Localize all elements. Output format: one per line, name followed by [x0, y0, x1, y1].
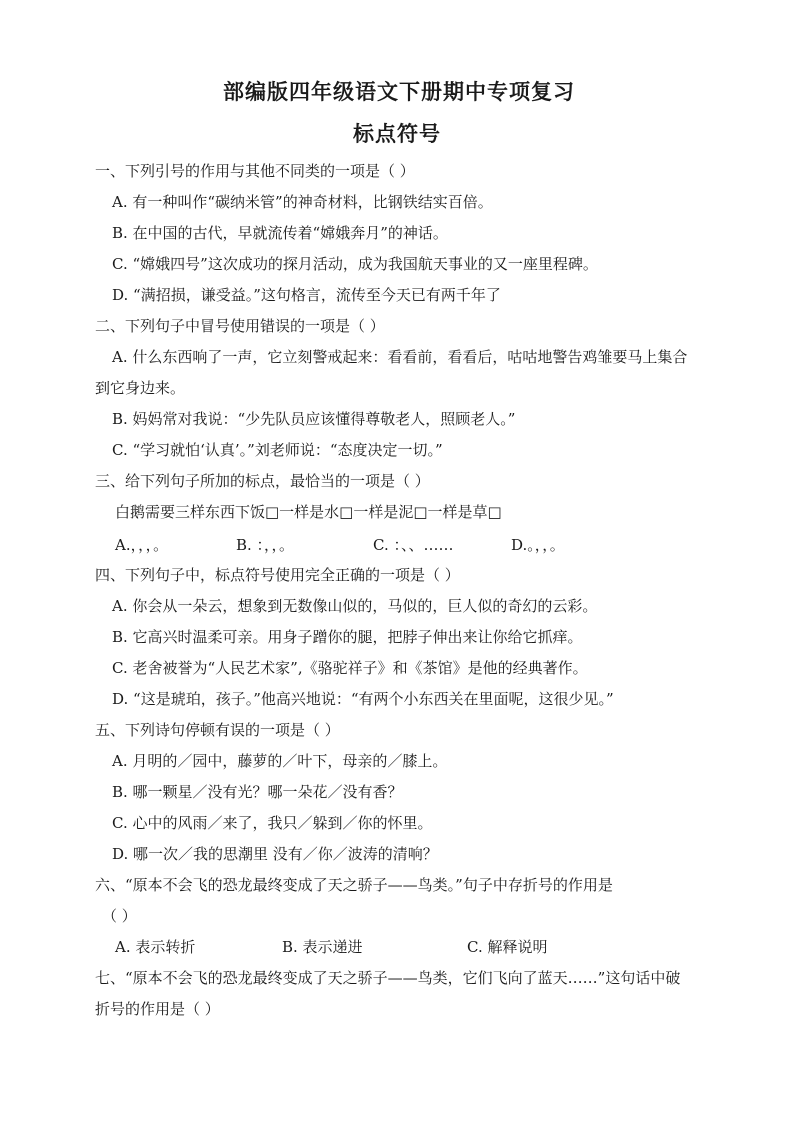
- question-4-option-a: A. 你会从一朵云，想象到无数像山似的，马似的，巨人似的奇幻的云彩。: [112, 597, 598, 615]
- question-5-option-c: C. 心中的风雨／来了，我只／躲到／你的怀里。: [112, 814, 433, 832]
- question-7-stem: 七、“原本不会飞的恐龙最终变成了天之骄子——鸟类，它们飞向了蓝天……”这句话中破折号的作用是（ ）: [95, 969, 681, 1018]
- question-6-option-c: C. 解释说明: [467, 938, 548, 956]
- question-6-stem: 六、“原本不会飞的恐龙最终变成了天之骄子——鸟类。”句子中存折号的作用是: [95, 876, 613, 894]
- question-4-option-d: D. “这是琥珀，孩子。”他高兴地说：“有两个小东西关在里面呢，这很少见。”: [112, 690, 614, 708]
- question-3-option-a: A.，，，。: [115, 536, 169, 554]
- question-3-option-d: D.。，，。: [511, 536, 565, 554]
- question-5-stem: 五、下列诗句停顿有误的一项是（ ）: [95, 721, 340, 739]
- question-6-option-b: B. 表示递进: [282, 938, 363, 956]
- question-2-option-c: C. “学习就怕‘认真’。”刘老师说：“态度决定一切。”: [112, 441, 443, 459]
- question-1-option-c: C. “嫦娥四号”这次成功的探月活动，成为我国航天事业的又一座里程碑。: [112, 255, 598, 273]
- question-3-sentence: 白鹅需要三样东西下饭□一样是水□一样是泥□一样是草□: [115, 503, 502, 521]
- question-2-option-a: A. 什么东西响了一声，它立刻警戒起来：看看前，看看后，咕咕地警告鸡雏要马上集合到它身边来。: [95, 348, 688, 397]
- question-6-option-a: A. 表示转折: [115, 938, 196, 956]
- question-3-option-c: C. ：、、……: [373, 536, 454, 554]
- question-5-option-b: B. 哪一颗星／没有光？哪一朵花／没有香？: [112, 783, 403, 801]
- question-6-answer-paren: （ ）: [102, 907, 137, 925]
- page-title: 部编版四年级语文下册期中专项复习: [223, 79, 575, 104]
- page-subtitle: 标点符号: [353, 121, 441, 146]
- question-4-stem: 四、下列句子中，标点符号使用完全正确的一项是（ ）: [95, 566, 460, 584]
- question-3-option-b: B. ：，，。: [236, 536, 295, 554]
- question-4-option-b: B. 它高兴时温柔可亲。用身子蹭你的腿，把脖子伸出来让你给它抓痒。: [112, 628, 583, 646]
- question-2-option-b: B. 妈妈常对我说：“少先队员应该懂得尊敬老人，照顾老人。”: [112, 410, 516, 428]
- question-3-stem: 三、给下列句子所加的标点，最恰当的一项是（ ）: [95, 472, 430, 490]
- question-1-option-a: A. 有一种叫作“碳纳米管”的神奇材料，比钢铁结实百倍。: [112, 193, 493, 211]
- question-1-stem: 一、下列引号的作用与其他不同类的一项是（ ）: [95, 162, 415, 180]
- question-2-stem: 二、下列句子中冒号使用错误的一项是（ ）: [95, 317, 385, 335]
- question-4-option-c: C. 老舍被誉为“人民艺术家”,《骆驼祥子》和《茶馆》是他的经典著作。: [112, 659, 588, 677]
- question-5-option-d: D. 哪一次／我的思潮里 没有／你／波涛的清响？: [112, 845, 438, 863]
- question-1-option-d: D. “满招损，谦受益。”这句格言，流传至今天已有两千年了: [112, 286, 501, 304]
- question-5-option-a: A. 月明的／园中，藤萝的／叶下，母亲的／膝上。: [112, 752, 448, 770]
- question-1-option-b: B. 在中国的古代，早就流传着“嫦娥奔月”的神话。: [112, 224, 448, 242]
